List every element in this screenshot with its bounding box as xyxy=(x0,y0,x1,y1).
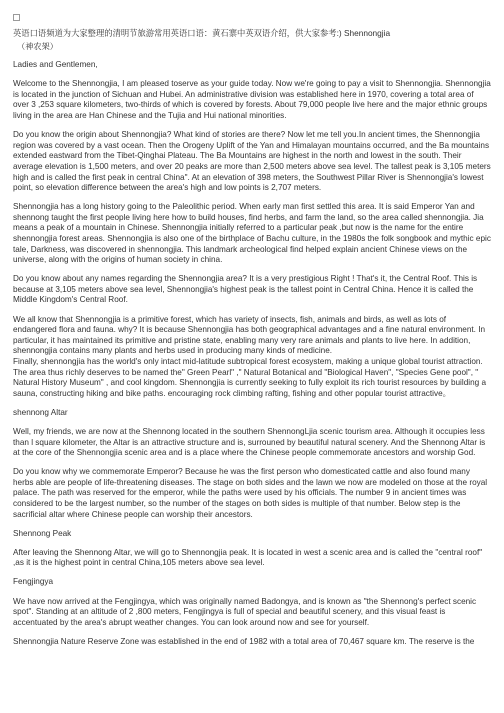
paragraph-peak: After leaving the Shennong Altar, we will go to Shennongjia peak. It is located in west a scenic area and is called the "central roof" ,as it is the highest point in central China,105 meters above sea level. xyxy=(13,547,483,568)
paragraph-altar: Well, my friends, we are now at the Shennong located in the southern ShennongLjia scenic tourism area. Although it occupies less than l square kilometer, the Altar is an attractive structure and is, surrouned by beautiful natural scenery. And the Shennong Altar is at the core of the Shennongjia scenic area and is a place where the Chinese people commemorate ancestors and worship God. xyxy=(13,426,486,458)
paragraph-reserve-cutoff: Shennongjia Nature Reserve Zone was established in the end of 1982 with a total area of 70,467 square km. The reserve is the xyxy=(13,636,475,646)
greeting: Ladies and Gentlemen, xyxy=(13,60,98,70)
paragraph-history: Shennongjia has a long history going to the Paleolithic period. When early man first settled this area. It is said Emperor Yan and shennong taught the first people living here how to build houses, find herbs, and farm the land, so the area called shennongjia. Jia means a peak of a mountain in Chinese. Shennongjia initially referred to a particular peak ,but now is the name for the entire shennongjia forest areas. Shennongjia is also one of the birthplace of Bachu culture, in the 1980s the folk songbook and mythic epic tale, Darkness, was discovered in shennongjia. This landmark archeological find helped explain ancient Chinese views on the universe, along with the origins of human society in china. xyxy=(13,202,491,265)
subtitle: （神农架） xyxy=(17,41,58,51)
paragraph-fengjingya: We have now arrived at the Fengjingya, which was originally named Badongya, and is known as "the Shennong's perfect scenic spot". Standing at an altitude of 2 ,800 meters, Fengjingya is full of special and beautiful scenery, and this visual feast is accentuated by the area's abrupt weather changes. You can look around now and see for yourself. xyxy=(13,596,477,627)
paragraph-emperor: Do you know why we commemorate Emperor? Because he was the first person who domesticated cattle and also found many herbs able are people of life-threatening diseases. The stage on both sides and the lawn we now are modeled on those at the royal palace. The path was reserved for the emperor, while the paths were used by his officials. The number 9 in ancient times was considered to be the largest number, so the number of the stages on both sides is multiple of that number. Below step is the sacrificial altar where Chinese people can worship their ancestors. xyxy=(13,467,488,519)
page-marker-icon xyxy=(13,14,20,21)
paragraph-central-roof: Do you know about any names regarding the Shennongjia area? It is a very prestigious Right ! That's it, the Central Roof. This is because at 3,105 meters above sea level, Shennongjia's highest peak is the tallest point in Central China. Hence it is called the Middle Kingdom's Central Roof. xyxy=(13,274,478,305)
paragraph-forest-part1: We all know that Shennongjia is a primitive forest, which has variety of insects, fish, animals and birds, as well as lots of endangered flora and fauna. why? It is because Shennongjia has both geographical advantages and a fine natural environment. In particular, it has maintained its primitive and pristine state, enabling many very rare animals and plants to live here. In addition, shennongjia contains many plants and herbs used in producing many kinds of medicine. xyxy=(13,314,486,356)
paragraph-welcome: Welcome to the Shennongjia, I am pleased toserve as your guide today. Now we're going to pay a visit to Shennongjia. Shennongjia is located in the junction of Sichuan and Hubei. An administrative division was established here in 1970, covering a total area of over 3 ,253 square kilometers, two-thirds of which is covered by forests. About 79,000 people live here and the major ethnic groups living in the area are Han Chinese and the Tujia and Hui national minorities. xyxy=(13,79,491,121)
paragraph-origin: Do you know the origin about Shennongjia? What kind of stories are there? Now let me tell you.In ancient times, the Shennongjia region was covered by a vast ocean. Then the Orogeny Uplift of the Yan and Himalayan mountains occurred, and the Ba mountains extended eastward from the Tibet-Qinghai Plateau. The Ba Mountains are highest in the north and lowest in the south. Their average elevation is 1,500 meters, and over 20 peaks are more than 2,500 meters above sea level. The tallest peak is 3,105 meters high and is called the first peak in central China". At an elevation of 398 meters, the Southwest Pillar River is Shennongjia's lowest point, so elevation difference between the area's high and low points is 2,707 meters. xyxy=(13,130,491,193)
heading-fengjingya: Fengjingya xyxy=(13,577,54,587)
paragraph-forest-part2: Finally, shennongjia has the world's only intact mid-latitude subtropical forest ecosystem, making a unique global tourist attraction. The area thus richly deserves to be named the" Green Pearl" ," Natural Botanical and "Biological Haven", "Species Gene pool", " Natural History Museum" , and cool kingdom. Shennongjia is currently seeking to fully exploit its rich tourist resources by building a sauna, constructing hiking and bike paths. encouraging rock climbing rafting, fishing and other popular tourist attractive。 xyxy=(13,356,487,398)
heading-shennong-altar: shennong Altar xyxy=(13,407,68,417)
intro-line: 英语口语频道为大家整理的清明节旅游常用英语口语：黄石寨中英双语介绍，供大家参考:) Shennongjia xyxy=(13,28,391,38)
paragraph-forest xyxy=(13,315,491,400)
heading-shennong-peak: Shennong Peak xyxy=(13,528,72,538)
